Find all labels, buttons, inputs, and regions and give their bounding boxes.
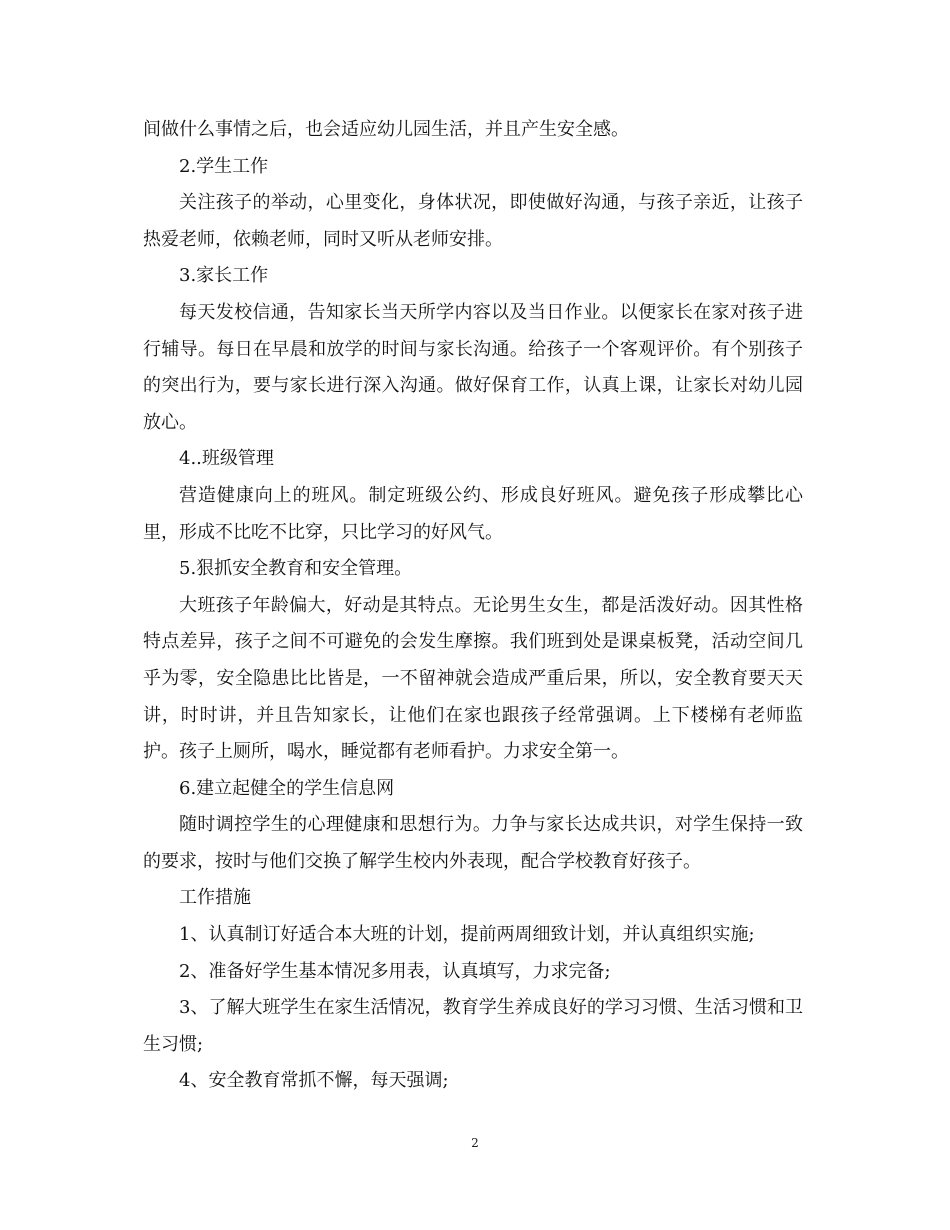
measure-item-1: 1、认真制订好适合本大班的计划，提前两周细致计划，并认真组织实施; [179, 924, 755, 946]
paragraph-parent-work: 每天发校信通，告知家长当天所学内容以及当日作业。以便家长在家对孩子进行辅导。每日在早晨和放学的时间与家长沟通。给孩子一个客观评价。有个别孩子的突出行为，要与家长进行深入沟通。做好保育工作，认真上课，让家长对幼儿园放心。 [143, 301, 803, 433]
paragraph-safety-education: 大班孩子年龄偏大，好动是其特点。无论男生女生，都是活泼好动。因其性格特点差异，孩子之间不可避免的会发生摩擦。我们班到处是课桌板凳，活动空间几乎为零，安全隐患比比皆是，一不留神就会造成严重后果，所以，安全教育要天天讲，时时讲，并且告知家长，让他们在家也跟孩子经常强调。上下楼梯有老师监护。孩子上厕所，喝水，睡觉都有老师看护。力求安全第一。 [143, 594, 803, 763]
heading-class-management: 4..班级管理 [179, 448, 274, 470]
heading-parent-work: 3.家长工作 [179, 265, 269, 287]
paragraph-class-management: 营造健康向上的班风。制定班级公约、形成良好班风。避免孩子形成攀比心里，形成不比吃不比穿，只比学习的好风气。 [143, 484, 803, 543]
measure-item-4: 4、安全教育常抓不懈，每天强调; [179, 1070, 449, 1092]
document-body [143, 112, 803, 1100]
heading-work-measures: 工作措施 [179, 887, 251, 909]
measure-item-3: 3、了解大班学生在家生活情况，教育学生养成良好的学习习惯、生活习惯和卫生习惯; [143, 997, 803, 1055]
page-number: 2 [471, 1136, 479, 1150]
heading-student-work: 2.学生工作 [179, 155, 269, 177]
paragraph-continuation: 间做什么事情之后，也会适应幼儿园生活，并且产生安全感。 [143, 119, 629, 140]
paragraph-student-work: 关注孩子的举动，心里变化，身体状况，即使做好沟通，与孩子亲近，让孩子热爱老师，依赖老师，同时又听从老师安排。 [143, 192, 803, 250]
heading-student-info-network: 6.建立起健全的学生信息网 [179, 777, 395, 799]
measure-item-2: 2、准备好学生基本情况多用表，认真填写，力求完备; [179, 960, 611, 982]
paragraph-student-info-network: 随时调控学生的心理健康和思想行为。力争与家长达成共识，对学生保持一致的要求，按时与他们交换了解学生校内外表现，配合学校教育好孩子。 [143, 814, 803, 872]
heading-safety-education: 5.狠抓安全教育和安全管理。 [179, 558, 413, 580]
